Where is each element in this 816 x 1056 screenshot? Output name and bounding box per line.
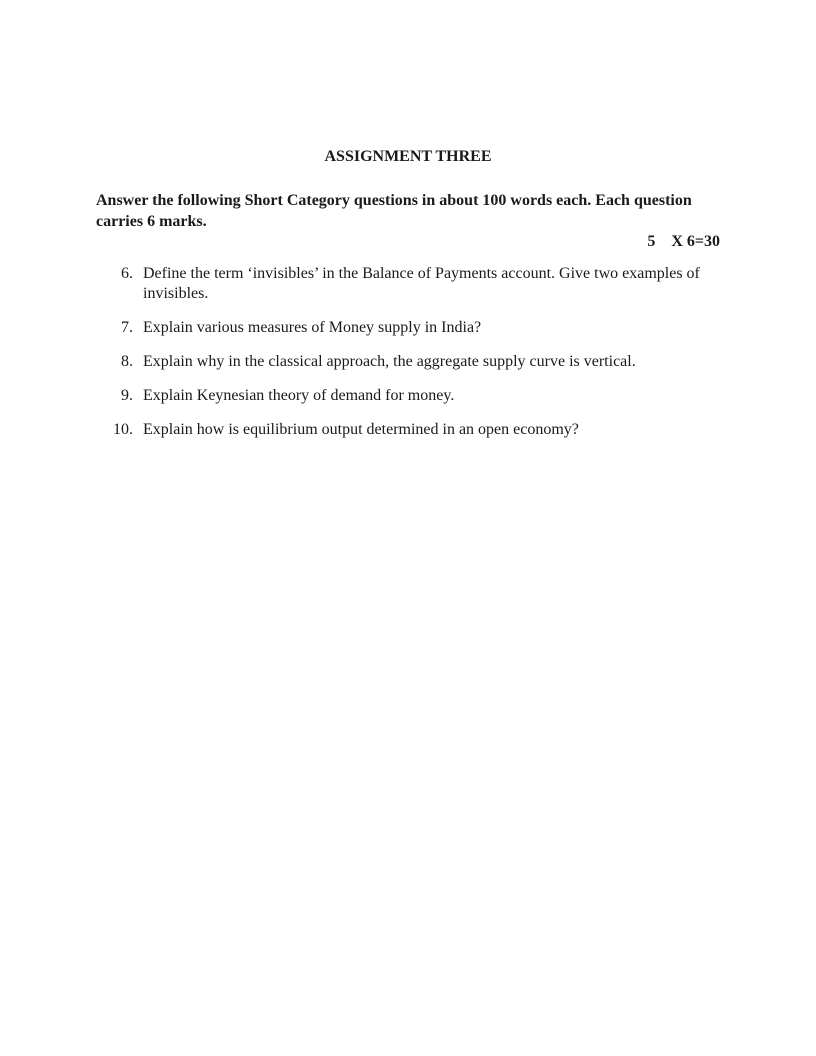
marks-note: 5 X 6=30 [647,233,720,250]
question-number: 6. [121,265,133,282]
question-number: 10. [113,421,133,438]
question-text: Explain various measures of Money supply in India? [143,319,482,336]
question-item [96,318,720,338]
question-item [96,420,720,440]
question-number: 9. [121,387,133,404]
question-item [96,386,720,406]
question-text: Explain how is equilibrium output determined in an open economy? [143,421,579,438]
question-text: Explain why in the classical approach, the aggregate supply curve is vertical. [143,353,636,370]
question-list [96,264,720,440]
question-number: 8. [121,353,133,370]
question-item [96,352,720,372]
instructions-paragraph: Answer the following Short Category questions in about 100 words each. Each question carries 6 marks. [96,192,692,230]
assignment-title: ASSIGNMENT THREE [324,148,492,165]
question-number: 7. [121,319,133,336]
question-text: Define the term ‘invisibles’ in the Balance of Payments account. Give two examples of invisibles. [143,265,700,302]
question-item [96,264,720,304]
question-text: Explain Keynesian theory of demand for money. [143,387,455,404]
